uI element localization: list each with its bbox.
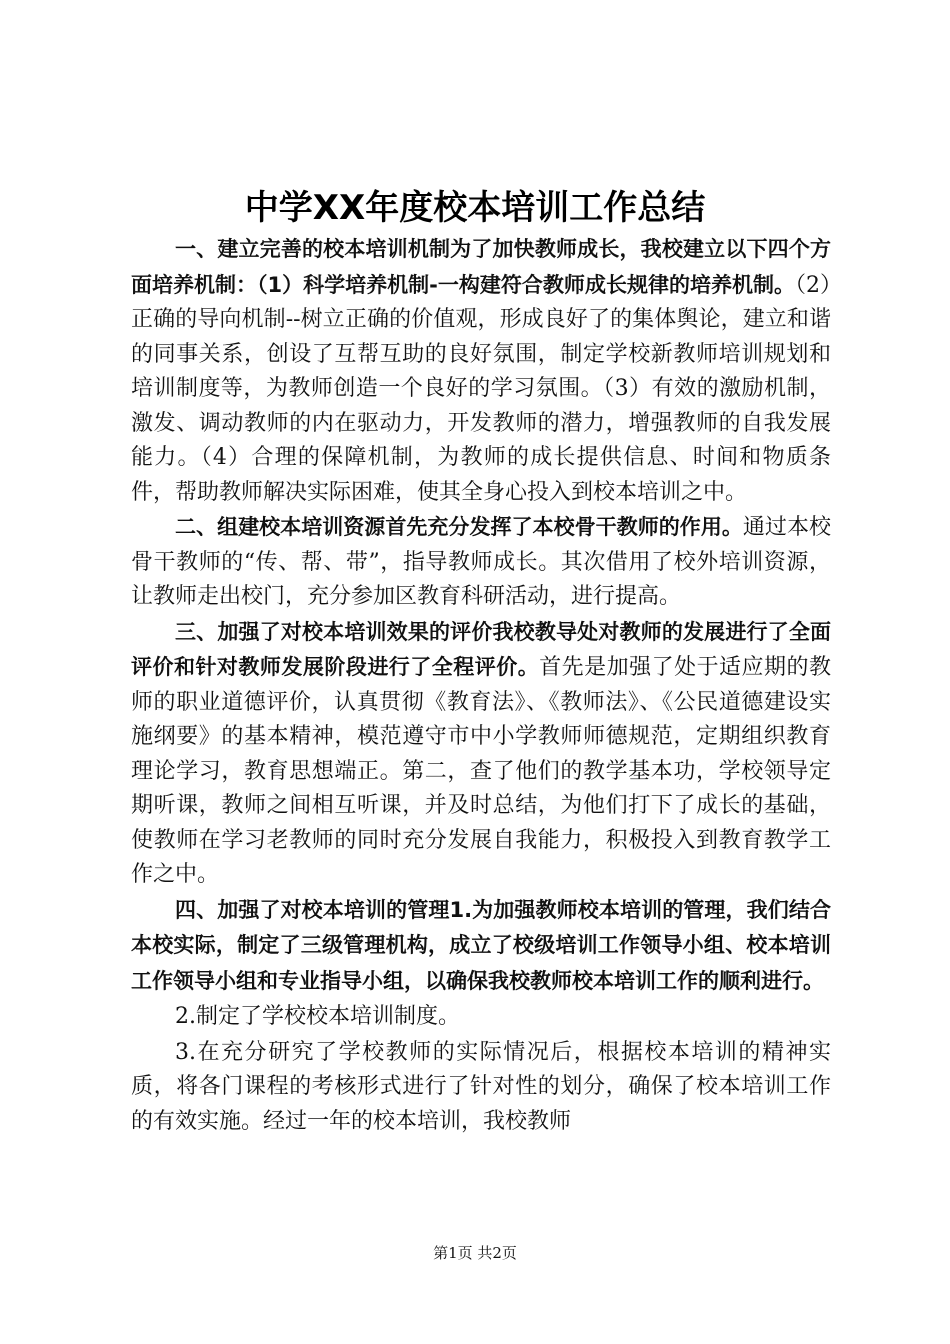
paragraph-2	[131, 510, 831, 615]
paragraph-text: （2）正确的导向机制--树立正确的价值观，形成良好了的集体舆论，建立和谐的同事关系，创设了互帮互助的良好氛围，制定学校新教师培训规划和培训制度等，为教师创造一个良好的学习氛围。（3）有效的激励机制，激发、调动教师的内在驱动力，开发教师的潜力，增强教师的自我发展能力。（4）合理的保障机制，为教师的成长提供信息、时间和物质条件，帮助教师解决实际困难，使其全身心投入到校本培训之中。	[131, 272, 832, 505]
page-number-footer: 第1页 共2页	[433, 1244, 517, 1262]
paragraph-6	[131, 1035, 831, 1140]
paragraph-3	[131, 615, 831, 893]
document-body	[131, 232, 831, 1139]
paragraph-text: 2.制定了学校校本培训制度。	[175, 1004, 460, 1029]
paragraph-1	[131, 232, 831, 510]
document-title: 中学XX年度校本培训工作总结	[244, 188, 706, 228]
paragraph-lead: 四、加强了对校本培训的管理1.为加强教师校本培训的管理，我们结合本校实际，制定了三级管理机构，成立了校级培训工作领导小组、校本培训工作领导小组和专业指导小组，以确保我校教师校本培训工作的顺利进行。	[131, 897, 831, 993]
paragraph-text: 通过本校骨干教师的“传、帮、带”，指导教师成长。其次借用了校外培训资源，让教师走出校门，充分参加区教育科研活动，进行提高。	[131, 515, 831, 609]
paragraph-lead: 一、建立完善的校本培训机制为了加快教师成长，我校建立以下四个方面培养机制：（1）科学培养机制-一构建符合教师成长规律的培养机制。	[131, 237, 831, 297]
paragraph-text: 首先是加强了处于适应期的教师的职业道德评价，认真贯彻《教育法》、《教师法》、《公民道德建设实施纲要》的基本精神，模范遵守市中小学教师师德规范，定期组织教育理论学习，教育思想端正。第二，查了他们的教学基本功，学校领导定期听课，教师之间相互听课，并及时总结，为他们打下了成长的基础，使教师在学习老教师的同时充分发展自我能力，积极投入到教育教学工作之中。	[131, 655, 831, 887]
paragraph-4	[131, 893, 831, 1000]
paragraph-text: 3.在充分研究了学校教师的实际情况后，根据校本培训的精神实质，将各门课程的考核形式进行了针对性的划分，确保了校本培训工作的有效实施。经过一年的校本培训，我校教师	[131, 1039, 831, 1134]
paragraph-lead: 二、组建校本培训资源首先充分发挥了本校骨干教师的作用。	[175, 515, 743, 539]
paragraph-5	[131, 999, 831, 1035]
paragraph-lead: 三、加强了对校本培训效果的评价我校教导处对教师的发展进行了全面评价和针对教师发展阶段进行了全程评价。	[131, 619, 831, 679]
